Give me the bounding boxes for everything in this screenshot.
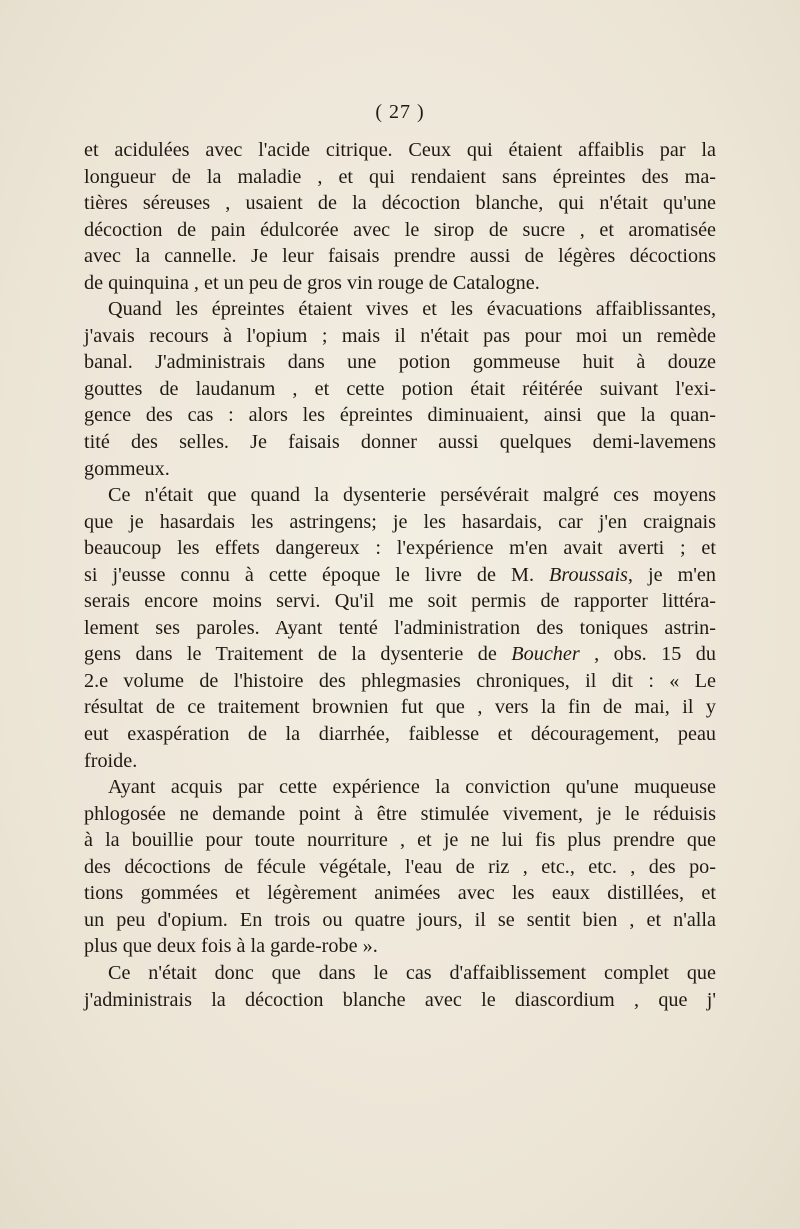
text-line: et acidulées avec l'acide citrique. Ceux qui étaient affaiblis par la — [84, 139, 716, 161]
text-line: gence des cas : alors les épreintes diminuaient, ainsi que la quan- — [84, 404, 716, 427]
text-line: de quinquina , et un peu de gros vin rouge de Catalogne. — [84, 271, 540, 294]
text-line: un peu d'opium. En trois ou quatre jours, il se sentit bien , et n'alla — [84, 908, 716, 931]
text-line: j'avais recours à l'opium ; mais il n'était pas pour moi un remède — [84, 324, 716, 347]
text-line: banal. J'administrais dans une potion gommeuse huit à douze — [84, 351, 716, 374]
text-line: décoction de pain édulcorée avec le sirop de sucre , et aromatisée — [84, 218, 716, 241]
text-line: longueur de la maladie , et qui rendaient sans épreintes des ma- — [84, 165, 716, 188]
text-line: serais encore moins servi. Qu'il me soit permis de rapporter littéra- — [84, 590, 716, 613]
text-line: à la bouillie pour toute nourriture , et je ne lui fis plus prendre que — [84, 829, 716, 852]
page-number: ( 27 ) — [375, 101, 425, 123]
text-line: beaucoup les effets dangereux : l'expérience m'en avait averti ; et — [84, 537, 716, 560]
text-line: Quand les épreintes étaient vives et les évacuations affaiblissantes, — [108, 298, 716, 321]
text-line: gommeux. — [84, 457, 170, 480]
body-text — [84, 137, 716, 1013]
text-line: que je hasardais les astringens; je les hasardais, car j'en craignais — [84, 510, 716, 533]
text-line: Ayant acquis par cette expérience la conviction qu'une muqueuse — [108, 776, 716, 799]
text-line: Ce n'était que quand la dysenterie persévérait malgré ces moyens — [108, 484, 716, 507]
text-line: lement ses paroles. Ayant tenté l'administration des toniques astrin- — [84, 616, 716, 639]
text-line: avec la cannelle. Je leur faisais prendre aussi de légères décoctions — [84, 245, 716, 268]
text-line: tières séreuses , usaient de la décoction blanche, qui n'était qu'une — [84, 192, 716, 215]
text-line: plus que deux fois à la garde-robe ». — [84, 935, 378, 958]
text-line: si j'eusse connu à cette époque le livre de M. Broussais, je m'en — [84, 563, 716, 586]
text-line: 2.e volume de l'histoire des phlegmasies chroniques, il dit : « Le — [84, 669, 716, 692]
text-line: eut exaspération de la diarrhée, faiblesse et découragement, peau — [84, 723, 716, 746]
text-line: tions gommées et légèrement animées avec les eaux distillées, et — [84, 882, 716, 905]
text-line: froide. — [84, 749, 138, 772]
text-line: résultat de ce traitement brownien fut que , vers la fin de mai, il y — [84, 696, 716, 719]
text-line: gens dans le Traitement de la dysenterie de Boucher , obs. 15 du — [84, 643, 716, 666]
text-line: gouttes de laudanum , et cette potion était réitérée suivant l'exi- — [84, 377, 716, 400]
text-line: j'administrais la décoction blanche avec le diascordium , que j' — [84, 988, 716, 1011]
text-line: Ce n'était donc que dans le cas d'affaiblissement complet que — [108, 961, 716, 984]
text-line: des décoctions de fécule végétale, l'eau de riz , etc., etc. , des po- — [84, 855, 716, 878]
text-line: phlogosée ne demande point à être stimulée vivement, je le réduisis — [84, 802, 716, 825]
text-line: tité des selles. Je faisais donner aussi quelques demi-lavemens — [84, 431, 716, 454]
